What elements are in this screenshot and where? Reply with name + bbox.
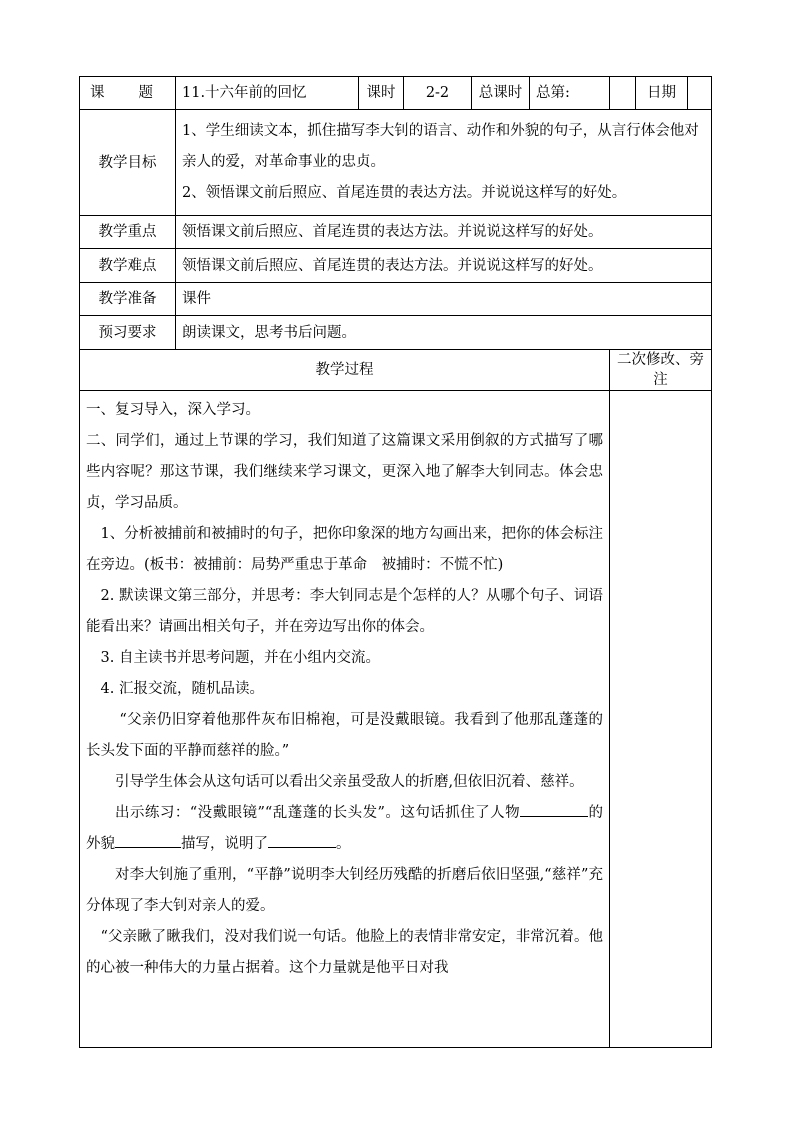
analysis-1: 对李大钊施了重刑，“平静”说明李大钊经历残酷的折磨后依旧坚强,“慈祥”充分体现了李大钊对亲人的爱。 — [86, 867, 604, 914]
lesson-plan-table — [79, 76, 712, 1048]
difficulty-text: 领悟课文前后照应、首尾连贯的表达方法。并说说这样写的好处。 — [176, 249, 712, 283]
guidance-1: 引导学生体会从这句话可以看出父亲虽受敌人的折磨,但依旧沉着、慈祥。 — [115, 774, 584, 790]
prep-text: 课件 — [176, 283, 712, 316]
subject-label: 课 题 — [80, 77, 176, 110]
exercise-text-c: 描写，说明了 — [181, 836, 268, 852]
difficulty-row — [80, 249, 712, 283]
goals-row — [80, 110, 712, 216]
process-heading: 教学过程 — [80, 350, 610, 391]
process-step-1: 一、复习导入，深入学习。 — [86, 402, 260, 418]
preview-text: 朗读课文，思考书后问题。 — [176, 316, 712, 350]
prep-label: 教学准备 — [80, 283, 176, 316]
exercise-text-d: 。 — [336, 836, 351, 852]
date-label: 日期 — [636, 77, 688, 110]
exercise-text-b: 的外貌 — [86, 805, 604, 852]
process-step-2-1: 1、分析被捕前和被捕时的句子，把你印象深的地方勾画出来，把你的体会标注在旁边。(板书：被捕前：局势严重忠于革命 被捕时：不慌不忙) — [86, 526, 604, 573]
goal-line-1: 1、学生细读文本，抓住描写李大钊的语言、动作和外貌的句子，从言行体会他对亲人的爱，对革命事业的忠贞。 — [182, 123, 699, 170]
goal-line-2: 2、领悟课文前后照应、首尾连贯的表达方法。并说说这样写的好处。 — [182, 185, 627, 201]
exercise-text-a: 出示练习：“没戴眼镜”“乱蓬蓬的长头发”。这句话抓住了人物 — [115, 805, 521, 821]
quote-2: “父亲瞅了瞅我们，没对我们说一句话。他脸上的表情非常安定，非常沉着。他的心被一种伟大的力量占据着。这个力量就是他平日对我 — [86, 929, 604, 976]
prep-row — [80, 283, 712, 316]
period-label: 课时 — [359, 77, 404, 110]
goals-content — [176, 110, 712, 216]
process-heading-row — [80, 350, 712, 391]
exercise-blank-3[interactable] — [268, 831, 336, 848]
key-point-text: 领悟课文前后照应、首尾连贯的表达方法。并说说这样写的好处。 — [176, 216, 712, 249]
process-step-2-2: 2. 默读课文第三部分，并思考：李大钊同志是个怎样的人？从哪个句子、词语能看出来？请画出相关句子，并在旁边写出你的体会。 — [86, 588, 604, 635]
process-content — [80, 391, 610, 1048]
exercise-blank-1[interactable] — [520, 800, 588, 817]
notes-column — [610, 391, 712, 1048]
total-periods-label: 总课时 — [472, 77, 530, 110]
lesson-title: 11.十六年前的回忆 — [176, 77, 359, 110]
key-point-label: 教学重点 — [80, 216, 176, 249]
key-point-row — [80, 216, 712, 249]
goals-label: 教学目标 — [80, 110, 176, 216]
preview-label: 预习要求 — [80, 316, 176, 350]
preview-row — [80, 316, 712, 350]
total-number-label: 总第: — [530, 77, 610, 110]
difficulty-label: 教学难点 — [80, 249, 176, 283]
quote-1: “父亲仍旧穿着他那件灰布旧棉袍，可是没戴眼镜。我看到了他那乱蓬蓬的长头发下面的平静而慈祥的脸。” — [86, 712, 604, 759]
process-step-2-3: 3. 自主读书并思考问题，并在小组内交流。 — [100, 650, 380, 666]
process-step-2-4: 4. 汇报交流，随机品读。 — [100, 681, 264, 697]
exercise-blank-2[interactable] — [115, 831, 181, 848]
process-step-2: 二、同学们，通过上节课的学习，我们知道了这篇课文采用倒叙的方式描写了哪些内容呢？那这节课，我们继续来学习课文，更深入地了解李大钊同志。体会忠贞，学习品质。 — [86, 433, 604, 511]
process-body-row — [80, 391, 712, 1048]
period-value: 2-2 — [404, 77, 472, 110]
exercise — [86, 798, 603, 860]
notes-heading: 二次修改、旁注 — [610, 350, 712, 391]
lesson-plan-sheet — [79, 76, 711, 1048]
header-row — [80, 77, 712, 110]
